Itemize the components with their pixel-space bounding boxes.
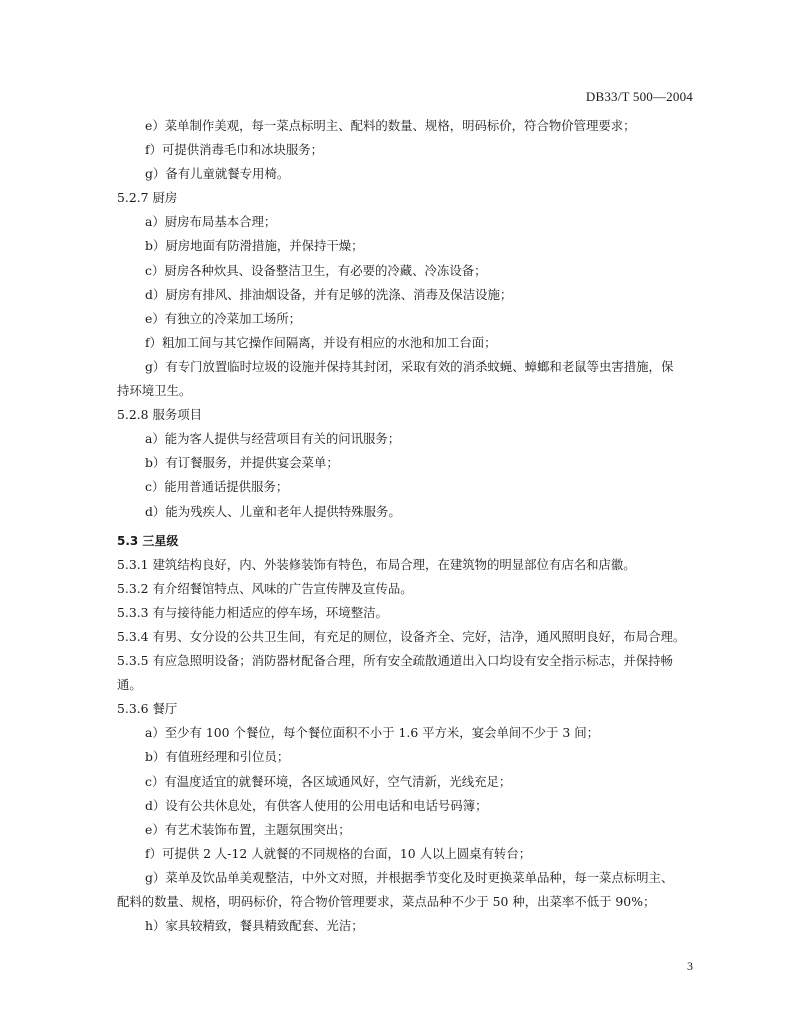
list-item: e）有艺术装饰布置，主题氛围突出； bbox=[145, 821, 351, 837]
clause-heading: 5.2.8 服务项目 bbox=[117, 407, 203, 423]
continuation-line: 持环境卫生。 bbox=[117, 383, 192, 399]
list-item: g）菜单及饮品单美观整洁，中外文对照，并根据季节变化及时更换菜单品种，每一菜点标明主、 bbox=[145, 869, 674, 885]
list-item: a）厨房布局基本合理； bbox=[145, 214, 277, 230]
list-item: e）有独立的冷菜加工场所； bbox=[145, 310, 302, 326]
list-item: h）家具较精致，餐具精致配套、光洁； bbox=[145, 918, 364, 934]
list-item: d）设有公共休息处，有供客人使用的公用电话和电话号码簿； bbox=[145, 797, 488, 813]
list-item: c）有温度适宜的就餐环境，各区域通风好，空气清新，光线充足； bbox=[145, 773, 512, 789]
clause-paragraph: 5.3.4 有男、女分设的公共卫生间，有充足的厕位，设备齐全、完好，洁净，通风照明良好，布局合理。 bbox=[117, 628, 686, 644]
list-item: a）能为客人提供与经营项目有关的问讯服务； bbox=[145, 431, 401, 447]
list-item: c）能用普通话提供服务； bbox=[145, 479, 289, 495]
list-item: f）可提供 2 人-12 人就餐的不同规格的台面，10 人以上圆桌有转台； bbox=[145, 845, 532, 861]
page-number: 3 bbox=[687, 959, 693, 973]
list-item: d）厨房有排风、排油烟设备，并有足够的洗涤、消毒及保洁设施； bbox=[145, 286, 513, 302]
list-item: a）至少有 100 个餐位，每个餐位面积不小于 1.6 平方米，宴会单间不少于 3 间； bbox=[145, 725, 599, 741]
list-item: b）厨房地面有防滑措施，并保持干燥； bbox=[145, 238, 364, 254]
list-item: c）厨房各种炊具、设备整洁卫生，有必要的冷藏、冷冻设备； bbox=[145, 262, 487, 278]
clause-paragraph: 5.3.3 有与接待能力相适应的停车场，环境整洁。 bbox=[117, 604, 388, 620]
section-heading: 5.3 三星级 bbox=[117, 533, 179, 548]
list-item: d）能为残疾人、儿童和老年人提供特殊服务。 bbox=[145, 503, 401, 519]
list-item: g）备有儿童就餐专用椅。 bbox=[145, 166, 290, 182]
clause-paragraph: 5.3.2 有介绍餐馆特点、风味的广告宣传牌及宣传品。 bbox=[117, 580, 413, 596]
list-item: e）菜单制作美观，每一菜点标明主、配料的数量、规格，明码标价，符合物价管理要求； bbox=[145, 118, 636, 133]
continuation-line: 通。 bbox=[117, 677, 142, 693]
standard-code: DB33/T 500—2004 bbox=[585, 89, 693, 104]
clause-heading: 5.3.6 餐厅 bbox=[117, 701, 178, 717]
list-item: b）有值班经理和引位员； bbox=[145, 749, 290, 765]
list-item: b）有订餐服务，并提供宴会菜单； bbox=[145, 455, 339, 471]
list-item: f）粗加工间与其它操作间隔离，并设有相应的水池和加工台面； bbox=[145, 334, 497, 350]
clause-heading: 5.2.7 厨房 bbox=[117, 190, 178, 206]
clause-paragraph: 5.3.5 有应急照明设备；消防器材配备合理，所有安全疏散通道出入口均设有安全指示标志，并保持畅 bbox=[117, 653, 673, 669]
list-item: g）有专门放置临时垃圾的设施并保持其封闭，采取有效的消杀蚊蝇、蟑螂和老鼠等虫害措施，保 bbox=[145, 358, 674, 374]
clause-paragraph: 5.3.1 建筑结构良好，内、外装修装饰有特色，布局合理，在建筑物的明显部位有店名和店徽。 bbox=[117, 556, 636, 572]
list-item: f）可提供消毒毛巾和冰块服务； bbox=[145, 142, 324, 158]
document-body bbox=[117, 114, 692, 938]
continuation-line: 配料的数量、规格，明码标价，符合物价管理要求，菜点品种不少于 50 种，出菜率不低于 90%； bbox=[117, 894, 656, 909]
